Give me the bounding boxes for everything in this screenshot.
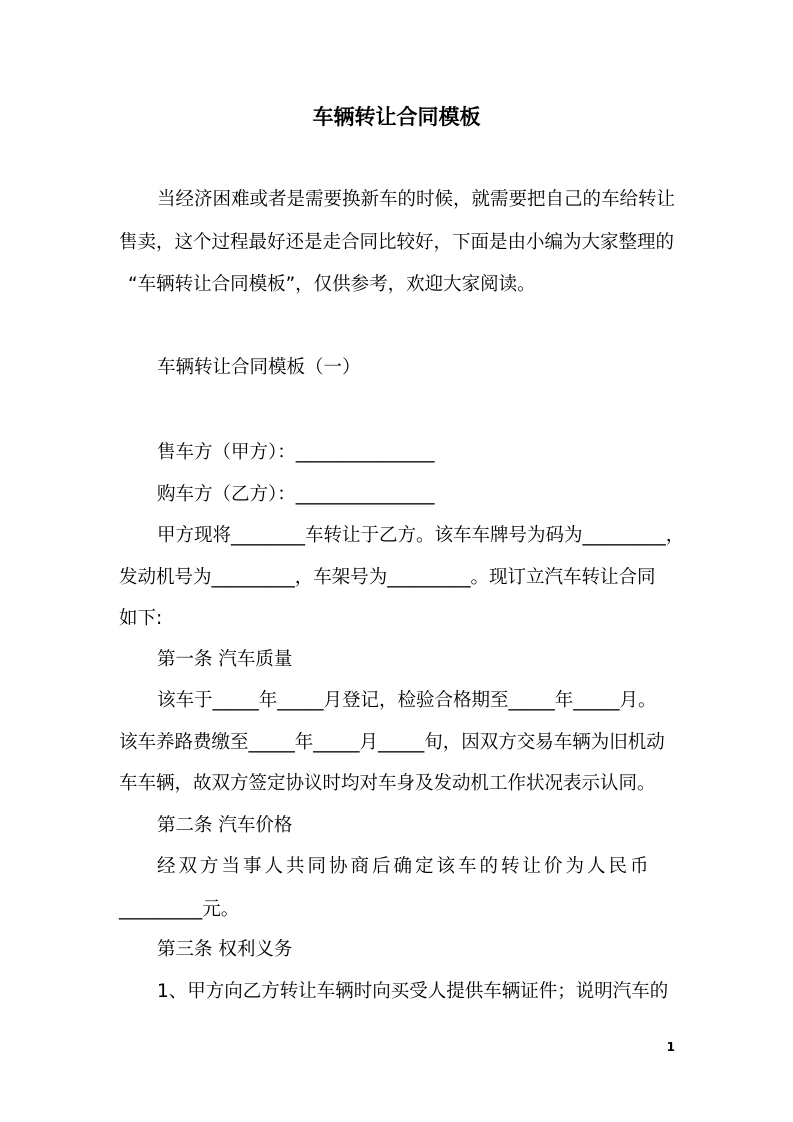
- article-1-line-1: 该车于_____年_____月登记，检验合格期至_____年_____月。: [157, 690, 657, 711]
- article-3-heading: 第三条 权利义务: [157, 939, 293, 960]
- article-2-heading: 第二条 汽车价格: [157, 815, 293, 836]
- article-2-line-2: _________元。: [119, 899, 240, 920]
- page-number: 1: [666, 1040, 675, 1054]
- article-1-line-3: 车车辆，故双方签定协议时均对车身及发动机工作状况表示认同。: [119, 773, 656, 794]
- transfer-line-1: 甲方现将________车转让于乙方。该车车牌号为码为_________，: [157, 525, 685, 546]
- article-1-heading: 第一条 汽车质量: [157, 649, 293, 670]
- intro-line-3: “车辆转让合同模板”，仅供参考，欢迎大家阅读。: [128, 274, 536, 295]
- section-heading: 车辆转让合同模板（一）: [157, 357, 361, 378]
- article-2-line-1: 经双方当事人共同协商后确定该车的转让价为人民币: [157, 856, 652, 877]
- transfer-line-3: 如下:: [119, 608, 163, 629]
- article-1-line-2: 该车养路费缴至_____年_____月_____旬，因双方交易车辆为旧机动: [119, 732, 665, 753]
- transfer-line-2: 发动机号为_________，车架号为_________。现订立汽车转让合同: [119, 567, 656, 588]
- buyer-line: 购车方（乙方）：_______________: [157, 484, 435, 505]
- seller-line: 售车方（甲方）：_______________: [157, 442, 435, 463]
- intro-line-1: 当经济困难或者是需要换新车的时候，就需要把自己的车给转让: [157, 189, 676, 210]
- article-3-line-1: 1、甲方向乙方转让车辆时向买受人提供车辆证件；说明汽车的: [157, 981, 669, 1002]
- document-title: 车辆转让合同模板: [312, 105, 481, 129]
- intro-line-2: 售卖，这个过程最好还是走合同比较好，下面是由小编为大家整理的: [119, 232, 675, 253]
